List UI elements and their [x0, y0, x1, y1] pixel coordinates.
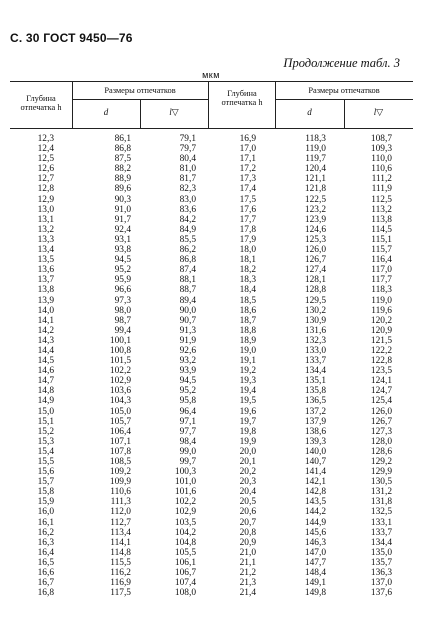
cell-d: 87,5: [114, 154, 131, 165]
cell-d: 144,9: [304, 517, 326, 528]
cell-l: 111,2: [371, 174, 392, 185]
cell-depth: 14,4: [37, 345, 54, 356]
header-l-right: l▽: [373, 107, 384, 117]
cell-depth: 17,1: [239, 154, 256, 165]
cell-d: 132,3: [304, 335, 326, 346]
cell-l: 128,0: [370, 436, 392, 447]
cell-l: 85,5: [179, 234, 196, 245]
cell-d: 123,9: [304, 214, 326, 225]
cell-l: 134,4: [370, 537, 392, 548]
cell-depth: 20,1: [239, 457, 256, 467]
cell-d: 88,9: [114, 174, 131, 185]
cell-l: 117,0: [371, 265, 392, 276]
cell-depth: 14,7: [37, 376, 54, 387]
cell-l: 81,0: [179, 164, 196, 175]
cell-depth: 12,4: [37, 144, 54, 155]
cell-depth: 14,1: [37, 315, 54, 326]
cell-d: 95,9: [114, 275, 131, 286]
cell-depth: 20,6: [239, 507, 256, 518]
cell-d: 143,5: [304, 497, 326, 508]
cell-depth: 16,6: [37, 568, 54, 579]
cell-d: 114,8: [110, 547, 131, 558]
cell-l: 92,6: [179, 345, 196, 356]
cell-d: 106,4: [109, 426, 131, 437]
cell-l: 83,0: [179, 194, 196, 205]
cell-d: 128,8: [304, 285, 326, 296]
cell-l: 79,7: [179, 144, 196, 155]
cell-d: 97,3: [114, 295, 131, 306]
cell-l: 112,5: [371, 194, 392, 205]
cell-d: 140,7: [304, 457, 326, 467]
cell-depth: 16,9: [239, 134, 256, 144]
cell-depth: 20,9: [239, 537, 256, 548]
cell-d: 86,1: [114, 134, 131, 144]
cell-d: 142,8: [304, 487, 326, 498]
cell-d: 104,3: [109, 396, 131, 407]
cell-depth: 16,5: [37, 557, 54, 568]
cell-depth: 19,8: [239, 426, 256, 437]
cell-l: 97,7: [179, 426, 196, 437]
cell-l: 87,4: [179, 265, 196, 276]
cell-l: 122,8: [370, 356, 392, 367]
cell-d: 134,4: [304, 366, 326, 377]
cell-l: 137,0: [370, 578, 392, 589]
cell-d: 88,2: [114, 164, 131, 175]
cell-l: 93,9: [179, 366, 196, 377]
cell-l: 100,3: [174, 467, 196, 478]
cell-d: 121,1: [304, 174, 326, 185]
cell-depth: 14,6: [37, 366, 54, 377]
cell-l: 91,9: [179, 335, 196, 346]
cell-depth: 15,0: [37, 406, 54, 417]
cell-depth: 13,5: [37, 255, 54, 266]
cell-l: 137,6: [370, 588, 392, 599]
cell-d: 107,1: [109, 436, 131, 447]
cell-d: 147,0: [304, 547, 326, 558]
cell-depth: 20,5: [239, 497, 256, 508]
table-continuation-note: Продолжение табл. 3: [283, 56, 400, 70]
cell-d: 89,6: [114, 184, 131, 195]
cell-depth: 13,7: [37, 275, 54, 286]
cell-depth: 21,0: [239, 547, 256, 558]
cell-l: 91,3: [179, 325, 196, 336]
cell-l: 135,0: [370, 547, 392, 558]
cell-depth: 15,7: [37, 477, 54, 488]
cell-depth: 18,2: [239, 265, 256, 276]
cell-depth: 13,0: [37, 204, 54, 215]
cell-d: 103,6: [109, 386, 131, 397]
column-depth-right: [222, 134, 256, 598]
cell-d: 136,5: [304, 396, 326, 407]
cell-d: 126,0: [304, 245, 326, 256]
cell-depth: 21,3: [239, 578, 256, 589]
cell-l: 81,7: [179, 174, 196, 185]
cell-depth: 19,0: [239, 345, 256, 356]
cell-depth: 12,8: [37, 184, 54, 195]
cell-depth: 17,2: [239, 164, 256, 175]
cell-l: 103,5: [174, 517, 196, 528]
cell-d: 148,4: [304, 568, 326, 579]
cell-depth: 14,8: [37, 386, 54, 397]
cell-depth: 12,9: [37, 194, 54, 205]
cell-d: 133,7: [304, 356, 326, 367]
cell-l: 111,9: [371, 184, 392, 195]
cell-depth: 16,3: [37, 537, 54, 548]
cell-l: 117,7: [371, 275, 392, 286]
cell-d: 120,4: [304, 164, 326, 175]
cell-d: 112,7: [110, 517, 131, 528]
cell-l: 82,3: [179, 184, 196, 195]
cell-depth: 13,1: [37, 214, 54, 225]
cell-depth: 12,3: [37, 134, 54, 144]
cell-l: 133,1: [370, 517, 392, 528]
cell-l: 86,2: [179, 245, 196, 256]
cell-d: 133,0: [304, 345, 326, 356]
cell-d: 109,9: [109, 477, 131, 488]
column-l-right: [354, 134, 392, 598]
cell-l: 110,6: [371, 164, 392, 175]
header-depth-right: Глубина отпечатка h: [221, 89, 263, 107]
cell-depth: 18,1: [239, 255, 256, 266]
cell-l: 120,9: [370, 325, 392, 336]
col-divider: [208, 81, 209, 128]
cell-d: 147,7: [304, 557, 326, 568]
cell-depth: 20,3: [239, 477, 256, 488]
cell-depth: 17,7: [239, 214, 256, 225]
cell-l: 90,0: [179, 305, 196, 316]
cell-d: 146,3: [304, 537, 326, 548]
cell-d: 108,5: [109, 457, 131, 467]
cell-l: 125,4: [370, 396, 392, 407]
table-top-rule: [10, 81, 413, 82]
cell-l: 96,4: [179, 406, 196, 417]
header-d-right: d: [307, 107, 312, 117]
cell-depth: 16,8: [37, 588, 54, 599]
cell-d: 118,3: [305, 134, 326, 144]
cell-l: 132,5: [370, 507, 392, 518]
cell-l: 124,1: [370, 376, 392, 387]
cell-d: 105,0: [109, 406, 131, 417]
cell-d: 116,2: [110, 568, 131, 579]
cell-d: 130,9: [304, 315, 326, 326]
cell-depth: 13,8: [37, 285, 54, 296]
cell-l: 84,2: [179, 214, 196, 225]
cell-d: 95,2: [114, 265, 131, 276]
cell-d: 149,1: [304, 578, 326, 589]
cell-d: 114,1: [110, 537, 131, 548]
column-d-right: [288, 134, 326, 598]
cell-depth: 19,3: [239, 376, 256, 387]
cell-depth: 13,3: [37, 234, 54, 245]
cell-depth: 19,4: [239, 386, 256, 397]
cell-d: 93,8: [114, 245, 131, 256]
cell-l: 128,6: [370, 446, 392, 457]
cell-l: 113,2: [371, 204, 392, 215]
cell-d: 98,7: [114, 315, 131, 326]
cell-depth: 15,2: [37, 426, 54, 437]
cell-depth: 13,6: [37, 265, 54, 276]
cell-d: 122,5: [304, 194, 326, 205]
cell-l: 123,5: [370, 366, 392, 377]
cell-d: 135,1: [304, 376, 326, 387]
cell-d: 131,6: [304, 325, 326, 336]
cell-l: 106,1: [174, 557, 196, 568]
cell-d: 112,0: [110, 507, 131, 518]
cell-l: 118,3: [371, 285, 392, 296]
cell-depth: 13,2: [37, 224, 54, 235]
cell-depth: 17,6: [239, 204, 256, 215]
column-d-left: [96, 134, 131, 598]
cell-l: 126,0: [370, 406, 392, 417]
cell-depth: 18,3: [239, 275, 256, 286]
cell-d: 115,5: [110, 557, 131, 568]
header-sizes-right: Размеры отпечатков: [308, 86, 380, 95]
cell-d: 96,6: [114, 285, 131, 296]
header-l-left: l▽: [169, 107, 179, 117]
cell-d: 126,7: [304, 255, 326, 266]
cell-d: 123,2: [304, 204, 326, 215]
cell-depth: 18,9: [239, 335, 256, 346]
cell-depth: 14,9: [37, 396, 54, 407]
cell-l: 89,4: [179, 295, 196, 306]
cell-depth: 14,5: [37, 356, 54, 367]
cell-l: 130,5: [370, 477, 392, 488]
cell-l: 106,7: [174, 568, 196, 579]
cell-l: 110,0: [371, 154, 392, 165]
cell-l: 129,9: [370, 467, 392, 478]
cell-depth: 19,6: [239, 406, 256, 417]
cell-depth: 19,9: [239, 436, 256, 447]
cell-l: 84,9: [179, 224, 196, 235]
cell-l: 95,8: [179, 396, 196, 407]
header-bottom-rule: [10, 128, 413, 129]
cell-depth: 21,4: [239, 588, 256, 599]
cell-d: 102,2: [109, 366, 131, 377]
cell-l: 107,4: [174, 578, 196, 589]
column-l-left: [161, 134, 196, 598]
cell-l: 129,2: [370, 457, 392, 467]
cell-l: 115,7: [371, 245, 392, 256]
cell-l: 119,0: [371, 295, 392, 306]
column-depth-left: [20, 134, 54, 598]
cell-depth: 16,2: [37, 527, 54, 538]
cell-l: 135,7: [370, 557, 392, 568]
cell-depth: 13,9: [37, 295, 54, 306]
cell-depth: 20,7: [239, 517, 256, 528]
cell-depth: 17,5: [239, 194, 256, 205]
cell-depth: 12,6: [37, 164, 54, 175]
cell-d: 98,0: [114, 305, 131, 316]
cell-depth: 16,7: [37, 578, 54, 589]
cell-depth: 17,8: [239, 224, 256, 235]
cell-depth: 16,4: [37, 547, 54, 558]
cell-depth: 15,9: [37, 497, 54, 508]
cell-l: 115,1: [371, 234, 392, 245]
cell-d: 113,4: [110, 527, 131, 538]
cell-d: 102,9: [109, 376, 131, 387]
cell-d: 116,9: [110, 578, 131, 589]
cell-d: 105,7: [109, 416, 131, 427]
cell-depth: 19,5: [239, 396, 256, 407]
cell-d: 121,8: [304, 184, 326, 195]
cell-l: 116,4: [371, 255, 392, 266]
cell-d: 145,6: [304, 527, 326, 538]
cell-l: 97,1: [179, 416, 196, 427]
cell-l: 88,7: [179, 285, 196, 296]
cell-l: 90,7: [179, 315, 196, 326]
cell-l: 94,5: [179, 376, 196, 387]
cell-d: 124,6: [304, 224, 326, 235]
cell-depth: 15,1: [37, 416, 54, 427]
cell-l: 113,8: [371, 214, 392, 225]
cell-depth: 18,0: [239, 245, 256, 256]
cell-d: 100,1: [109, 335, 131, 346]
cell-depth: 19,1: [239, 356, 256, 367]
cell-depth: 15,8: [37, 487, 54, 498]
cell-d: 93,1: [114, 234, 131, 245]
cell-l: 127,3: [370, 426, 392, 437]
cell-l: 119,6: [371, 305, 392, 316]
cell-d: 101,5: [109, 356, 131, 367]
cell-d: 119,7: [305, 154, 326, 165]
cell-depth: 18,6: [239, 305, 256, 316]
cell-d: 128,1: [304, 275, 326, 286]
cell-depth: 13,4: [37, 245, 54, 256]
cell-l: 114,5: [371, 224, 392, 235]
cell-l: 124,7: [370, 386, 392, 397]
cell-depth: 20,8: [239, 527, 256, 538]
cell-d: 144,2: [304, 507, 326, 518]
cell-l: 131,2: [370, 487, 392, 498]
cell-l: 101,6: [174, 487, 196, 498]
cell-d: 100,8: [109, 345, 131, 356]
cell-d: 130,2: [304, 305, 326, 316]
cell-l: 131,8: [370, 497, 392, 508]
cell-d: 142,1: [304, 477, 326, 488]
cell-l: 133,7: [370, 527, 392, 538]
cell-l: 104,8: [174, 537, 196, 548]
cell-l: 86,8: [179, 255, 196, 266]
cell-depth: 18,8: [239, 325, 256, 336]
cell-l: 88,1: [179, 275, 196, 286]
cell-l: 101,0: [174, 477, 196, 488]
cell-depth: 15,3: [37, 436, 54, 447]
cell-l: 99,7: [179, 457, 196, 467]
cell-d: 91,0: [114, 204, 131, 215]
cell-depth: 19,7: [239, 416, 256, 427]
unit-label: мкм: [202, 70, 220, 80]
cell-depth: 20,0: [239, 446, 256, 457]
cell-depth: 21,1: [239, 557, 256, 568]
cell-d: 139,3: [304, 436, 326, 447]
cell-d: 109,2: [109, 467, 131, 478]
cell-l: 109,3: [370, 144, 392, 155]
cell-depth: 17,0: [239, 144, 256, 155]
cell-depth: 16,1: [37, 517, 54, 528]
cell-depth: 17,9: [239, 234, 256, 245]
cell-d: 99,4: [114, 325, 131, 336]
cell-d: 149,8: [304, 588, 326, 599]
cell-l: 136,3: [370, 568, 392, 579]
cell-depth: 16,0: [37, 507, 54, 518]
cell-l: 105,5: [174, 547, 196, 558]
cell-l: 99,0: [179, 446, 196, 457]
cell-depth: 14,3: [37, 335, 54, 346]
cell-d: 92,4: [114, 224, 131, 235]
cell-depth: 18,4: [239, 285, 256, 296]
cell-l: 104,2: [174, 527, 196, 538]
cell-l: 83,6: [179, 204, 196, 215]
cell-depth: 12,7: [37, 174, 54, 185]
page-header-ref: С. 30 ГОСТ 9450—76: [10, 31, 133, 45]
cell-d: 125,3: [304, 234, 326, 245]
cell-depth: 14,2: [37, 325, 54, 336]
cell-d: 86,8: [114, 144, 131, 155]
cell-depth: 15,5: [37, 457, 54, 467]
cell-d: 137,9: [304, 416, 326, 427]
cell-depth: 14,0: [37, 305, 54, 316]
cell-depth: 21,2: [239, 568, 256, 579]
cell-l: 102,2: [174, 497, 196, 508]
cell-l: 93,2: [179, 356, 196, 367]
cell-l: 98,4: [179, 436, 196, 447]
cell-l: 122,2: [370, 345, 392, 356]
cell-d: 90,3: [114, 194, 131, 205]
cell-l: 108,7: [370, 134, 392, 144]
cell-d: 141,4: [304, 467, 326, 478]
cell-d: 111,3: [110, 497, 131, 508]
cell-d: 138,6: [304, 426, 326, 437]
cell-depth: 20,4: [239, 487, 256, 498]
cell-l: 108,0: [174, 588, 196, 599]
cell-l: 79,1: [179, 134, 196, 144]
cell-d: 129,5: [304, 295, 326, 306]
cell-d: 135,8: [304, 386, 326, 397]
cell-depth: 18,5: [239, 295, 256, 306]
cell-d: 119,0: [305, 144, 326, 155]
cell-l: 126,7: [370, 416, 392, 427]
cell-d: 140,0: [304, 446, 326, 457]
cell-d: 137,2: [304, 406, 326, 417]
cell-d: 91,7: [114, 214, 131, 225]
cell-depth: 12,5: [37, 154, 54, 165]
cell-depth: 18,7: [239, 315, 256, 326]
cell-l: 121,5: [370, 335, 392, 346]
cell-d: 127,4: [304, 265, 326, 276]
cell-depth: 15,4: [37, 446, 54, 457]
cell-l: 120,2: [370, 315, 392, 326]
header-d-left: d: [103, 107, 109, 117]
cell-d: 94,5: [114, 255, 131, 266]
cell-depth: 19,2: [239, 366, 256, 377]
cell-d: 107,8: [109, 446, 131, 457]
cell-d: 117,5: [110, 588, 131, 599]
cell-l: 95,2: [179, 386, 196, 397]
cell-d: 110,6: [110, 487, 131, 498]
cell-depth: 17,4: [239, 184, 256, 195]
cell-l: 80,4: [179, 154, 196, 165]
cell-depth: 15,6: [37, 467, 54, 478]
header-depth-left: Глубина отпечатка h: [20, 94, 62, 112]
cell-l: 102,9: [174, 507, 196, 518]
cell-depth: 17,3: [239, 174, 256, 185]
header-sizes-left: Размеры отпечатков: [104, 86, 176, 95]
cell-depth: 20,2: [239, 467, 256, 478]
